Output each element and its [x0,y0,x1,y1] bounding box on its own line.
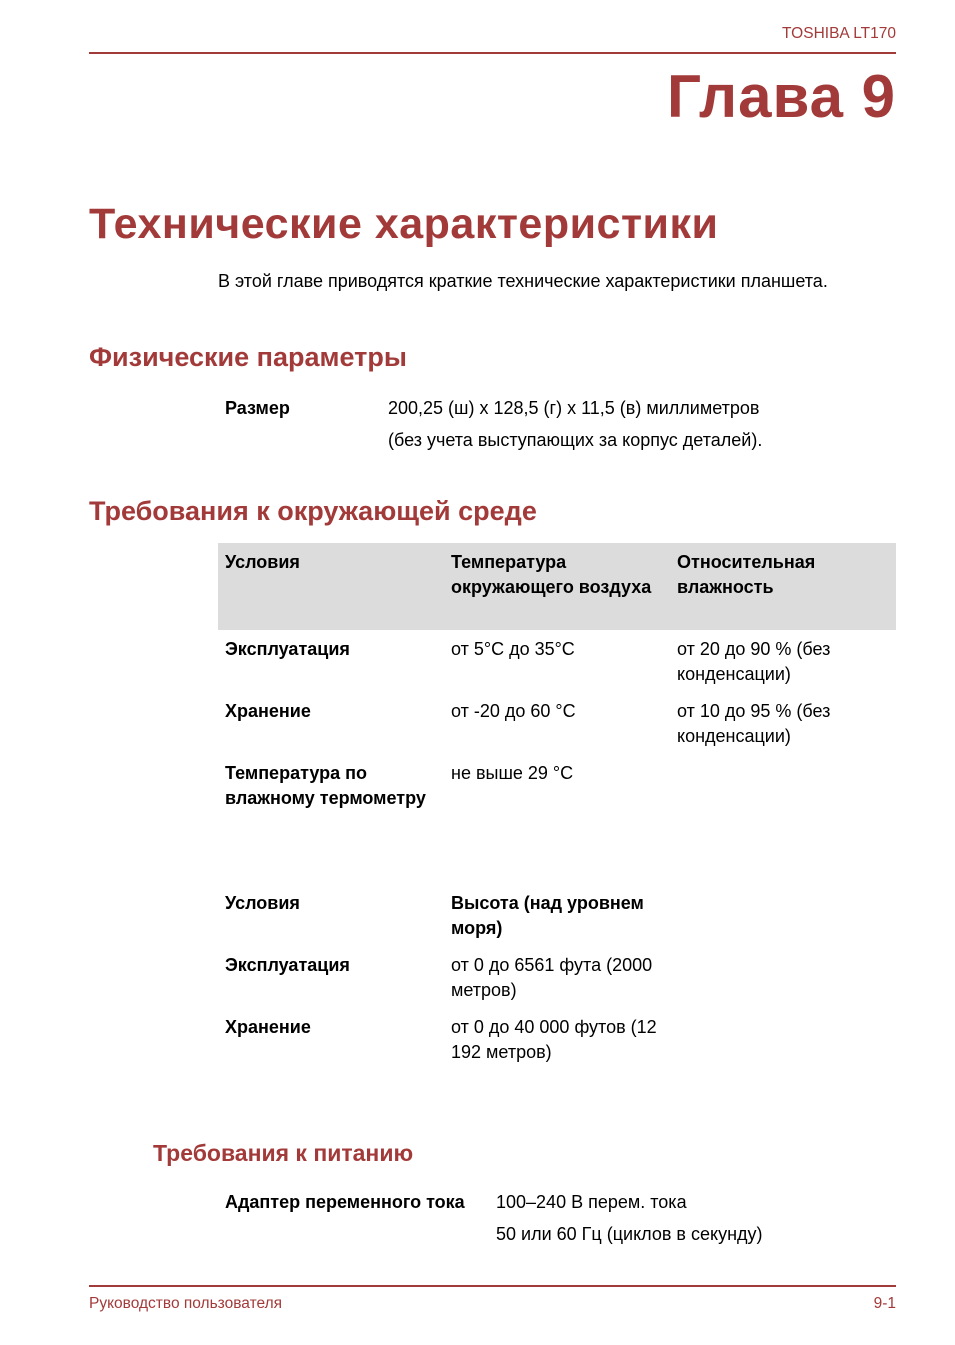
size-value-2: (без учета выступающих за корпус деталей). [388,430,763,450]
table-cell: от 0 до 40 000 футов (12 192 метров) [451,1017,657,1062]
table-cell: Эксплуатация [225,639,350,659]
table-cell: Хранение [225,701,311,721]
page-number: 9-1 [873,1295,896,1312]
intro-paragraph: В этой главе приводятся краткие технические характеристики планшета. [218,271,828,291]
power-heading: Требования к питанию [153,1140,414,1166]
table-cell: от 5°C до 35°C [451,639,575,659]
table-header-row [218,543,896,630]
table-header-cell: Температура окружающего воздуха [451,552,652,597]
table-row [218,946,670,1008]
footer-rule [89,1285,896,1287]
environment-table [218,543,896,842]
table-cell: не выше 29 °C [451,763,574,783]
header-rule [89,52,896,54]
table-cell: от -20 до 60 °C [451,701,576,721]
adapter-value-1: 100–240 В перем. тока [496,1192,687,1212]
table-header-cell: Условия [225,893,300,913]
environment-heading: Требования к окружающей среде [89,496,537,526]
table-cell: Эксплуатация [225,955,350,975]
table-header-row [218,884,670,946]
table-header-cell: Условия [225,552,300,572]
table-cell: Температура по влажному термометру [225,763,426,808]
chapter-label: Глава 9 [666,63,896,130]
size-value-1: 200,25 (ш) x 128,5 (г) x 11,5 (в) миллиметров [388,398,760,418]
table-cell: от 10 до 95 % (без конденсации) [677,701,831,746]
table-header-cell: Высота (над уровнем моря) [451,893,644,938]
table-cell: Хранение [225,1017,311,1037]
header-brand: TOSHIBA LT170 [781,25,896,42]
table-row [218,754,896,842]
footer-title: Руководство пользователя [89,1295,283,1312]
table-cell: от 20 до 90 % (без конденсации) [677,639,831,684]
table-cell [670,754,896,842]
table-row [218,692,896,754]
physical-heading: Физические параметры [89,342,407,372]
table-row [218,630,896,692]
page-title: Технические характеристики [89,200,719,248]
table-row [218,1008,670,1070]
size-label: Размер [225,398,290,418]
adapter-label: Адаптер переменного тока [225,1192,465,1212]
altitude-table [218,884,670,1070]
table-cell: от 0 до 6561 фута (2000 метров) [451,955,653,1000]
table-header-cell: Относительная влажность [677,552,816,597]
adapter-value-2: 50 или 60 Гц (циклов в секунду) [496,1224,763,1244]
